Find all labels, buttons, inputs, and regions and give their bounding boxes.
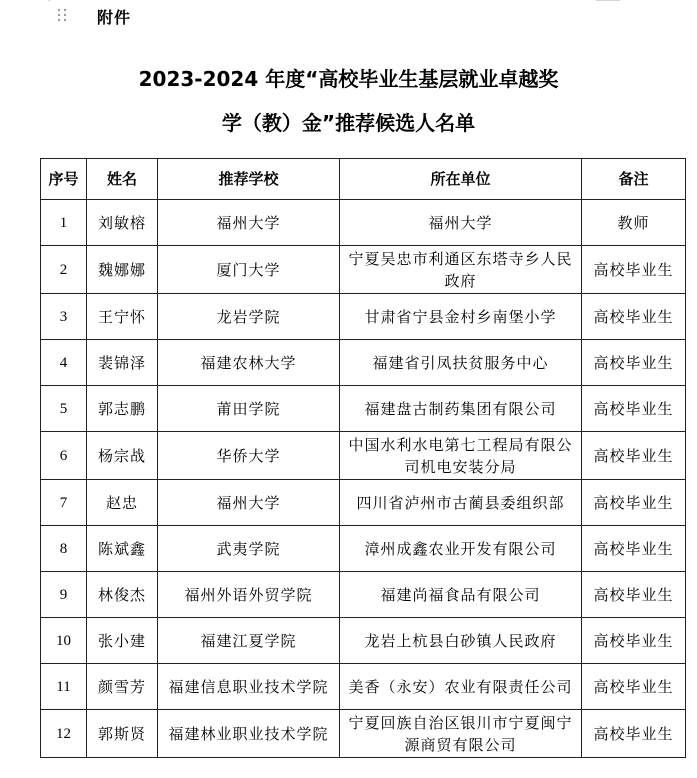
- cell-remarks: 高校毕业生: [582, 572, 686, 618]
- cell-school: 华侨大学: [158, 432, 340, 480]
- cell-school: 福州大学: [158, 200, 340, 246]
- drag-handle-icon[interactable]: [58, 8, 68, 24]
- cell-school: 福州外语外贸学院: [158, 572, 340, 618]
- cell-name: 颜雪芳: [87, 664, 158, 710]
- cell-name: 陈斌鑫: [87, 526, 158, 572]
- cell-employer: 福建盘古制药集团有限公司: [340, 386, 582, 432]
- col-header-remarks: 备注: [582, 159, 686, 200]
- cell-school: 福州大学: [158, 480, 340, 526]
- cell-index: 9: [41, 572, 87, 618]
- cell-name: 刘敏榕: [87, 200, 158, 246]
- col-header-index: 序号: [41, 159, 87, 200]
- cell-remarks: 高校毕业生: [582, 710, 686, 758]
- table-row: [41, 246, 686, 294]
- table-row: [41, 710, 686, 758]
- cell-employer: 甘肃省宁县金村乡南堡小学: [340, 294, 582, 340]
- page-edge-mark-right: [596, 0, 620, 1]
- cell-index: 3: [41, 294, 87, 340]
- cell-index: 12: [41, 710, 87, 758]
- col-header-school: 推荐学校: [158, 159, 340, 200]
- cell-employer: 宁夏回族自治区银川市宁夏闽宁源商贸有限公司: [340, 710, 582, 758]
- cell-name: 魏娜娜: [87, 246, 158, 294]
- cell-employer: 福州大学: [340, 200, 582, 246]
- cell-employer: 福建尚福食品有限公司: [340, 572, 582, 618]
- document-title-line-2: 学（教）金”推荐候选人名单: [221, 111, 476, 135]
- cell-school: 莆田学院: [158, 386, 340, 432]
- cell-name: 郭志鹏: [87, 386, 158, 432]
- cell-employer: 美香（永安）农业有限责任公司: [340, 664, 582, 710]
- cell-remarks: 高校毕业生: [582, 386, 686, 432]
- cell-employer: 龙岩上杭县白砂镇人民政府: [340, 618, 582, 664]
- cell-remarks: 教师: [582, 200, 686, 246]
- cell-remarks: 高校毕业生: [582, 340, 686, 386]
- cell-name: 郭斯贤: [87, 710, 158, 758]
- cell-employer: 宁夏吴忠市利通区东塔寺乡人民政府: [340, 246, 582, 294]
- cell-name: 裴锦泽: [87, 340, 158, 386]
- cell-employer: 福建省引凤扶贫服务中心: [340, 340, 582, 386]
- cell-name: 林俊杰: [87, 572, 158, 618]
- cell-remarks: 高校毕业生: [582, 664, 686, 710]
- table-row: [41, 572, 686, 618]
- candidate-table: [40, 158, 686, 758]
- cell-school: 福建林业职业技术学院: [158, 710, 340, 758]
- cell-name: 王宁怀: [87, 294, 158, 340]
- col-header-name: 姓名: [87, 159, 158, 200]
- table-row: [41, 340, 686, 386]
- cell-employer: 中国水利水电第七工程局有限公司机电安装分局: [340, 432, 582, 480]
- col-header-employer: 所在单位: [340, 159, 582, 200]
- attachment-label: 附件: [97, 8, 132, 27]
- table-row: [41, 386, 686, 432]
- cell-remarks: 高校毕业生: [582, 526, 686, 572]
- cell-index: 6: [41, 432, 87, 480]
- cell-index: 2: [41, 246, 87, 294]
- table-row: [41, 526, 686, 572]
- cell-index: 8: [41, 526, 87, 572]
- cell-name: 杨宗战: [87, 432, 158, 480]
- cell-employer: 四川省泸州市古蔺县委组织部: [340, 480, 582, 526]
- cell-index: 5: [41, 386, 87, 432]
- cell-name: 赵忠: [87, 480, 158, 526]
- table-row: [41, 480, 686, 526]
- cell-index: 4: [41, 340, 87, 386]
- cell-remarks: 高校毕业生: [582, 246, 686, 294]
- table-row: [41, 432, 686, 480]
- cell-school: 福建江夏学院: [158, 618, 340, 664]
- cell-remarks: 高校毕业生: [582, 432, 686, 480]
- cell-remarks: 高校毕业生: [582, 480, 686, 526]
- cell-school: 厦门大学: [158, 246, 340, 294]
- table-row: [41, 664, 686, 710]
- cell-remarks: 高校毕业生: [582, 618, 686, 664]
- cell-school: 龙岩学院: [158, 294, 340, 340]
- cell-index: 11: [41, 664, 87, 710]
- cell-index: 10: [41, 618, 87, 664]
- table-row: [41, 618, 686, 664]
- table-header-row: [41, 159, 686, 200]
- cell-school: 福建农林大学: [158, 340, 340, 386]
- cell-school: 武夷学院: [158, 526, 340, 572]
- table-row: [41, 294, 686, 340]
- cell-employer: 漳州成鑫农业开发有限公司: [340, 526, 582, 572]
- cell-index: 1: [41, 200, 87, 246]
- cell-index: 7: [41, 480, 87, 526]
- document-title-line-1: 2023-2024 年度“高校毕业生基层就业卓越奖: [138, 67, 559, 91]
- cell-school: 福建信息职业技术学院: [158, 664, 340, 710]
- cell-name: 张小建: [87, 618, 158, 664]
- cell-remarks: 高校毕业生: [582, 294, 686, 340]
- table-row: [41, 200, 686, 246]
- page-edge-mark-left: [48, 0, 50, 1]
